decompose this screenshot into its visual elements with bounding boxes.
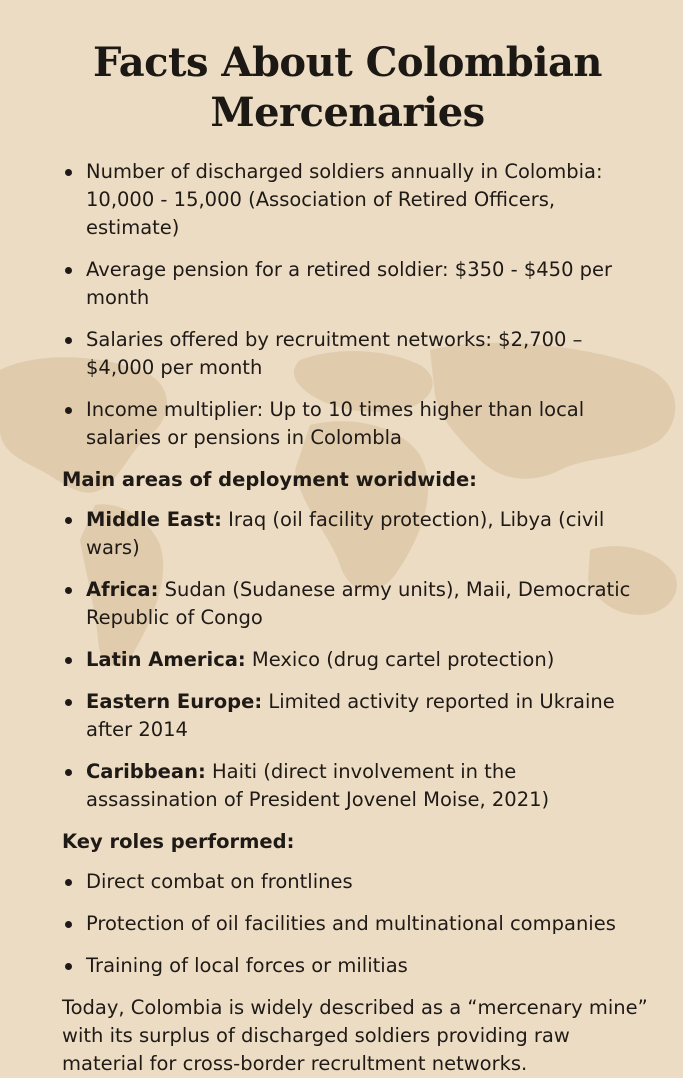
region-detail: Sudan (Sudanese army units), Maii, Democratic Republic of Congo <box>86 578 631 629</box>
list-item <box>62 758 653 814</box>
list-item <box>62 506 653 562</box>
list-item: Number of discharged soldiers annually in Colombia: 10,000 - 15,000 (Association of Retired Officers, estimate) <box>62 158 653 242</box>
list-item <box>62 688 653 744</box>
list-item: Direct combat on frontlines <box>62 868 653 896</box>
region-label: Africa: <box>86 578 159 601</box>
list-item: Salaries offered by recruitment networks: $2,700 – $4,000 per month <box>62 326 653 382</box>
roles-list <box>62 868 653 980</box>
region-detail: Limited activity reported in Ukraine after 2014 <box>86 690 615 741</box>
list-item: Average pension for a retired soldier: $350 - $450 per month <box>62 256 653 312</box>
region-label: Middle East: <box>86 508 222 531</box>
facts-list <box>62 158 653 452</box>
region-detail: Haiti (direct involvement in the assassination of President Jovenel Moise, 2021) <box>86 760 550 811</box>
list-item <box>62 576 653 632</box>
region-label: Caribbean: <box>86 760 206 783</box>
deployment-heading: Main areas of deployment woridwide: <box>62 468 477 491</box>
list-item: Income multiplier: Up to 10 times higher than local salaries or pensions in Colombla <box>62 396 653 452</box>
list-item: Training of local forces or militias <box>62 952 653 980</box>
region-detail: Iraq (oil facility protection), Libya (civil wars) <box>86 508 605 559</box>
list-item: Protection of oil facilities and multinational companies <box>62 910 653 938</box>
region-detail: Mexico (drug cartel protection) <box>245 648 555 671</box>
region-label: Latin America: <box>86 648 246 671</box>
page-title: Facts About Colombian Mercenaries <box>93 39 602 136</box>
list-item <box>62 646 653 674</box>
roles-heading: Key roles performed: <box>62 830 295 853</box>
deployment-list <box>62 506 653 814</box>
region-label: Eastern Europe: <box>86 690 263 713</box>
closing-paragraph: Today, Colombia is widely described as a “mercenary mine” with its surplus of discharged soldiers providing raw material for cross-border recrultment networks. <box>62 996 648 1075</box>
